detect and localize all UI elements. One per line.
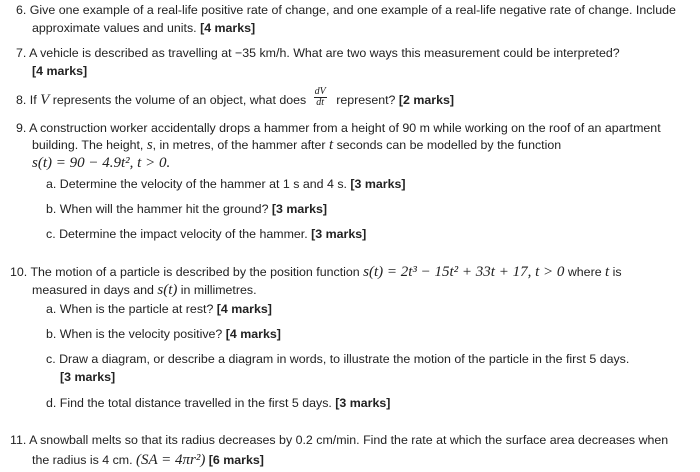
q6-marks: [4 marks] xyxy=(200,21,256,35)
q10-d-marks: [3 marks] xyxy=(335,396,391,410)
q10-d-text: d. Find the total distance travelled in the first 5 days. xyxy=(46,396,336,410)
q10-a-text: a. When is the particle at rest? xyxy=(46,302,217,316)
q10-s-of-t: s(t) xyxy=(157,282,178,298)
q10-b-marks: [4 marks] xyxy=(225,327,281,341)
q8-frac-num: dV xyxy=(314,86,326,97)
q10-var-t: t xyxy=(605,264,610,280)
q10-line2-a: measured in days and xyxy=(32,283,158,297)
q10-b-text: b. When is the velocity positive? xyxy=(46,327,226,341)
q8-derivative-fraction xyxy=(314,87,327,108)
q10-part-b xyxy=(46,326,281,342)
q11-formula: (SA = 4πr²) xyxy=(135,452,206,468)
q10-line-1 xyxy=(10,264,622,280)
q10-part-c-marks-line xyxy=(60,369,115,385)
q9-var-s: s xyxy=(146,137,153,153)
q11-line-1 xyxy=(10,432,668,448)
q10-c-text: c. Draw a diagram, or describe a diagram in words, to illustrate the motion of the particle in the first 5 days. xyxy=(46,352,630,366)
q9-a-marks: [3 marks] xyxy=(350,177,406,191)
q8-mid: represents the volume of an object, what does xyxy=(49,92,310,107)
q11-line-2 xyxy=(32,452,264,468)
q10-line1-b: where xyxy=(564,265,606,279)
q9-text: 9. A construction worker accidentally drops a hammer from a height of 90 m while working on the roof of an apartment xyxy=(16,121,661,135)
q6-line-2 xyxy=(32,20,255,36)
q6-line-1 xyxy=(16,2,676,18)
q10-a-marks: [4 marks] xyxy=(216,302,272,316)
q6-text-cont: approximate values and units. xyxy=(32,21,201,35)
q11-marks: [6 marks] xyxy=(208,453,264,467)
q9-c-text: c. Determine the impact velocity of the hammer. xyxy=(46,227,312,241)
q9-formula: s(t) = 90 − 4.9t², t > 0. xyxy=(32,155,171,171)
q7-line-2 xyxy=(32,63,87,79)
q10-part-c xyxy=(46,351,629,367)
q9-part-b xyxy=(46,201,327,217)
q10-part-d xyxy=(46,395,390,411)
q9-line-1 xyxy=(16,120,661,136)
q9-b-text: b. When will the hammer hit the ground? xyxy=(46,202,272,216)
q8-var-v: V xyxy=(40,91,50,108)
q11-text-cont: the radius is 4 cm. xyxy=(32,453,136,467)
q8-frac-den: dt xyxy=(316,97,325,108)
q10-c-marks: [3 marks] xyxy=(60,370,116,384)
q9-line2-a: building. The height, xyxy=(32,138,147,152)
q7-text: 7. A vehicle is described as travelling at −35 km/h. What are two ways this measurement could be interpreted? xyxy=(16,46,620,60)
q9-line-2 xyxy=(32,137,561,153)
q9-part-a xyxy=(46,176,406,192)
q9-line2-c: seconds can be modelled by the function xyxy=(333,138,562,152)
q9-c-marks: [3 marks] xyxy=(311,227,367,241)
q10-part-a xyxy=(46,301,272,317)
q8-pre: 8. If xyxy=(16,92,41,107)
q7-marks: [4 marks] xyxy=(32,64,88,78)
q9-line2-b: , in metres, of the hammer after xyxy=(152,138,329,152)
q10-line1-c: is xyxy=(609,265,622,279)
q8-line xyxy=(16,86,454,111)
q8-post: represent? xyxy=(332,92,399,107)
q6-text: 6. Give one example of a real-life positive rate of change, and one example of a real-life negative rate of change. Include xyxy=(16,3,676,17)
q10-formula: s(t) = 2t³ − 15t² + 33t + 17, t > 0 xyxy=(363,264,565,280)
q11-text: 11. A snowball melts so that its radius decreases by 0.2 cm/min. Find the rate at which the surface area decreases when xyxy=(10,433,669,447)
q9-b-marks: [3 marks] xyxy=(271,202,328,216)
q10-line-2 xyxy=(32,282,257,298)
q9-formula-line xyxy=(32,155,170,171)
q9-var-t: t xyxy=(328,137,334,153)
q10-line2-b: in millimetres. xyxy=(177,283,257,297)
q8-marks: [2 marks] xyxy=(398,92,454,107)
q9-a-text: a. Determine the velocity of the hammer at 1 s and 4 s. xyxy=(46,177,351,191)
q10-line1-a: 10. The motion of a particle is described by the position function xyxy=(10,265,364,279)
q7-line-1 xyxy=(16,45,620,61)
q9-part-c xyxy=(46,226,366,242)
